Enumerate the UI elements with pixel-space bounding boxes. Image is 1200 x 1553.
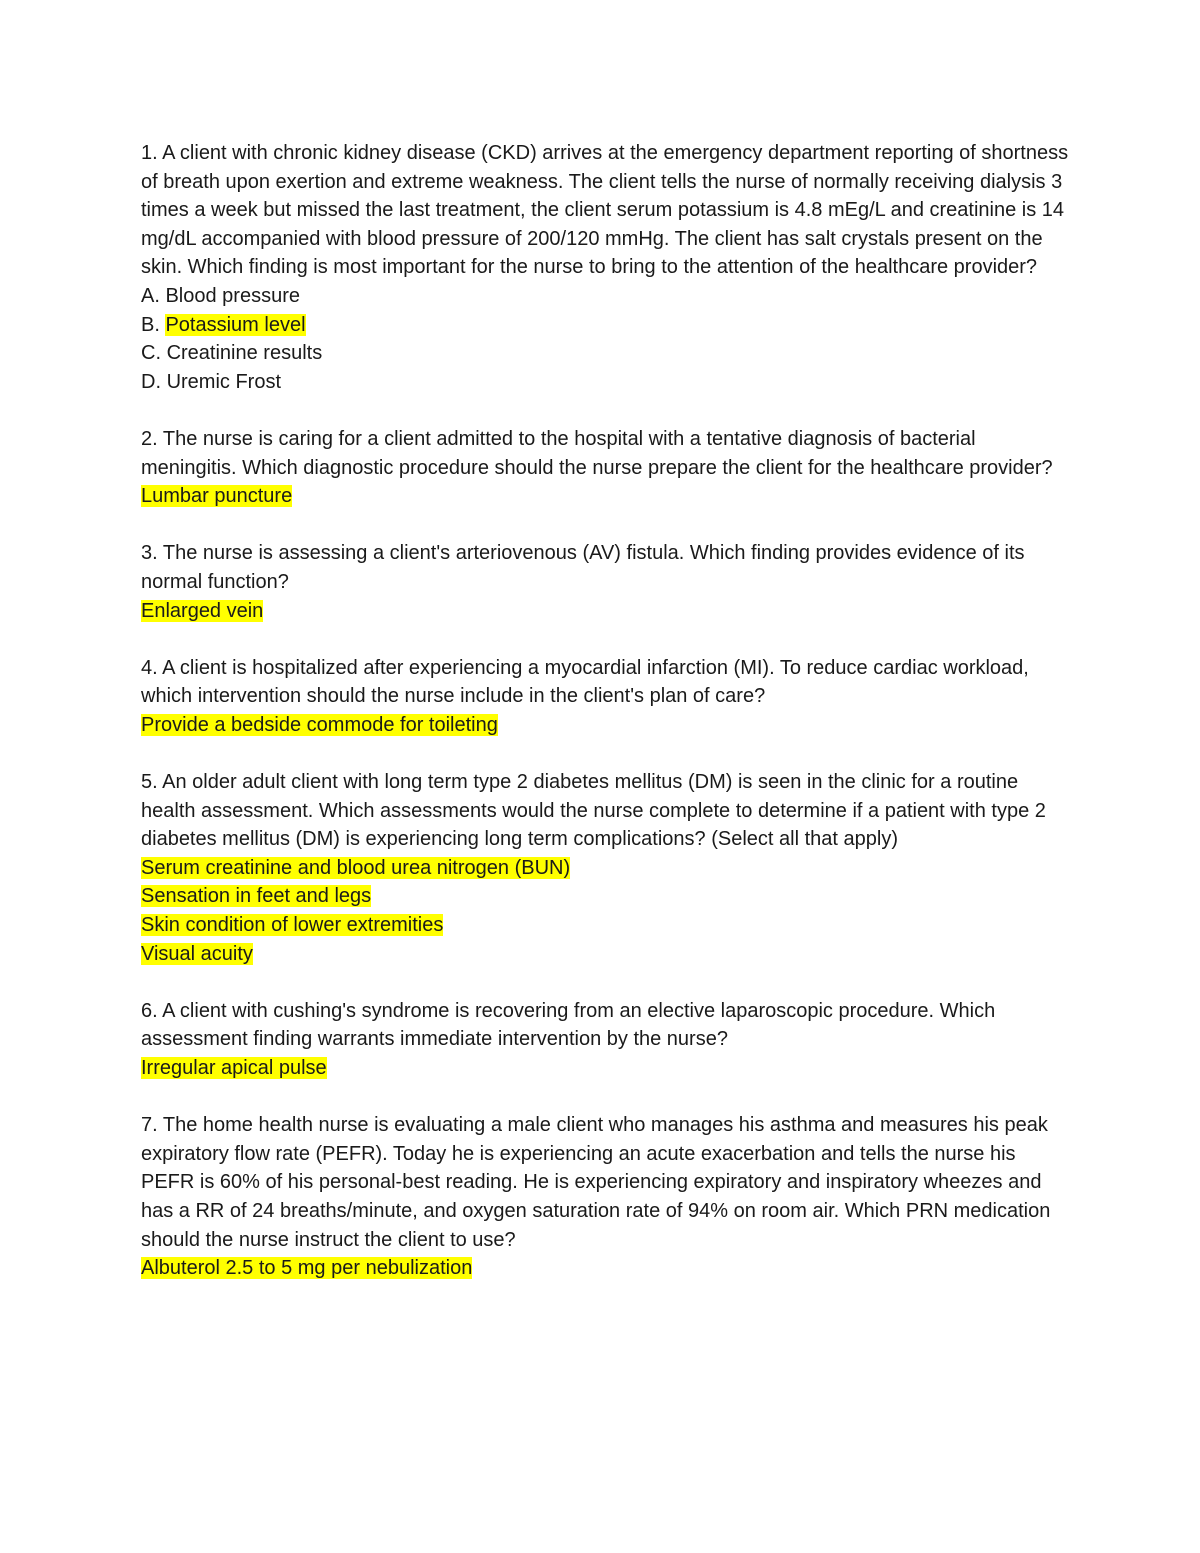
highlighted-answer: Provide a bedside commode for toileting: [141, 713, 498, 736]
question-6: [141, 997, 1071, 1083]
answer-line: [141, 1254, 1071, 1283]
option-text: Blood pressure: [165, 284, 300, 307]
option-letter: D.: [141, 370, 167, 393]
answer-line: [141, 911, 1071, 940]
highlighted-answer: Sensation in feet and legs: [141, 885, 372, 908]
question-2: [141, 425, 1071, 511]
answer-line: [141, 482, 1071, 511]
document-page: [141, 139, 1071, 1311]
answer-line: [141, 940, 1071, 969]
question-prompt: 7. The home health nurse is evaluating a male client who manages his asthma and measures his peak expiratory flow rate (PEFR). Today he is experiencing an acute exacerbation and tells the nurse his PEFR is 60% of his personal-best reading. He is experiencing expiratory and inspiratory wheezes and has a RR of 24 breaths/minute, and oxygen saturation rate of 94% on room air. Which PRN medication should the nurse instruct the client to use?: [141, 1114, 1051, 1251]
highlighted-answer: Enlarged vein: [141, 599, 264, 622]
highlighted-answer: Irregular apical pulse: [141, 1057, 327, 1079]
question-prompt: 3. The nurse is assessing a client's arteriovenous (AV) fistula. Which finding provides evidence of its normal function?: [141, 542, 1025, 593]
question-4: [141, 654, 1071, 740]
option-letter: C.: [141, 342, 167, 365]
option-letter: B.: [141, 313, 166, 336]
option-letter: A.: [141, 284, 166, 307]
answer-option-c: [141, 339, 1071, 368]
highlighted-answer: Albuterol 2.5 to 5 mg per nebulization: [141, 1257, 473, 1280]
highlighted-answer: Potassium level: [165, 313, 306, 336]
question-prompt: 2. The nurse is caring for a client admitted to the hospital with a tentative diagnosis of bacterial meningitis. Which diagnostic procedure should the nurse prepare the client for the healthcare provider?: [141, 427, 1053, 479]
answer-line: [141, 711, 1071, 740]
highlighted-answer: Lumbar puncture: [141, 485, 293, 508]
highlighted-answer: Serum creatinine and blood urea nitrogen (BUN): [141, 856, 571, 879]
question-prompt: 6. A client with cushing's syndrome is recovering from an elective laparoscopic procedure. Which assessment finding warrants immediate intervention by the nurse?: [141, 999, 996, 1051]
highlighted-answer: Skin condition of lower extremities: [141, 914, 444, 937]
answer-option-b: [141, 311, 1071, 340]
answer-option-d: [141, 368, 1071, 397]
option-text: Creatinine results: [166, 342, 323, 365]
question-prompt: 1. A client with chronic kidney disease (CKD) arrives at the emergency department reporting of shortness of breath upon exertion and extreme weakness. The client tells the nurse of normally receiving dialysis 3 times a week but missed the last treatment, the client serum potassium is 4.8 mEg/L and creatinine is 14 mg/dL accompanied with blood pressure of 200/120 mmHg. The client has salt crystals present on the skin. Which finding is most important for the nurse to bring to the attention of the healthcare provider?: [141, 142, 1069, 279]
answer-line: [141, 597, 1071, 626]
question-prompt: 4. A client is hospitalized after experiencing a myocardial infarction (MI). To reduce cardiac workload, which intervention should the nurse include in the client's plan of care?: [141, 656, 1029, 708]
option-text: Uremic Frost: [166, 370, 282, 393]
question-7: [141, 1111, 1071, 1283]
answer-line: [141, 1054, 1071, 1083]
question-3: [141, 539, 1071, 625]
answer-line: [141, 882, 1071, 911]
highlighted-answer: Visual acuity: [141, 942, 253, 965]
question-5: [141, 768, 1071, 968]
answer-option-a: [141, 282, 1071, 311]
answer-line: [141, 854, 1071, 883]
question-1: [141, 139, 1071, 396]
question-prompt: 5. An older adult client with long term type 2 diabetes mellitus (DM) is seen in the clinic for a routine health assessment. Which assessments would the nurse complete to determine if a patient with type 2 diabetes mellitus (DM) is experiencing long term complications? (Select all that apply): [141, 771, 1046, 851]
